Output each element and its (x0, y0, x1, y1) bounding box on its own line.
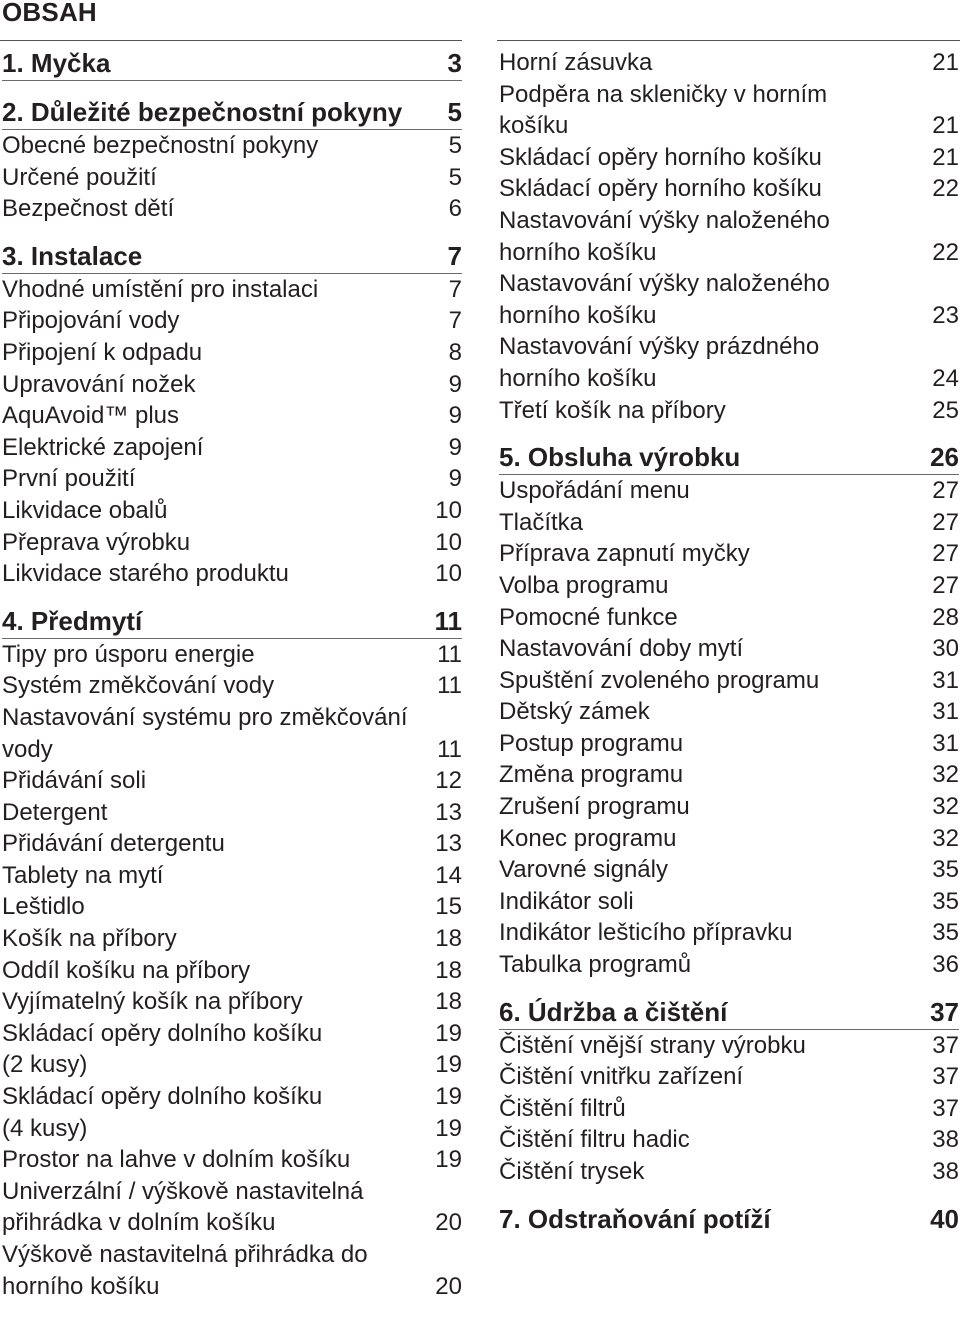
toc-page-number: 3 (447, 48, 462, 78)
toc-entry[interactable] (499, 142, 959, 174)
toc-entry-title: Výškově nastavitelná přihrádka do horního košíku (2, 1241, 368, 1300)
toc-entry[interactable] (2, 1081, 462, 1113)
toc-entry-title: 4. Předmytí (2, 605, 143, 636)
toc-page-number: 37 (932, 1031, 959, 1059)
toc-entry-title: Likvidace obalů (2, 496, 168, 524)
toc-entry-title: AquAvoid™ plus (2, 402, 179, 430)
toc-entry[interactable] (2, 337, 462, 369)
toc-page-number: 32 (932, 793, 959, 821)
toc-entry[interactable] (2, 1239, 462, 1302)
toc-entry[interactable] (2, 162, 462, 194)
toc-entry-title: Leštidlo (2, 893, 85, 921)
toc-entry[interactable] (499, 949, 959, 981)
toc-entry[interactable] (499, 665, 959, 697)
toc-page-number: 8 (448, 338, 462, 366)
toc-entry[interactable] (2, 702, 462, 765)
toc-entry-title: Nastavování doby mytí (499, 635, 744, 663)
toc-entry[interactable] (2, 639, 462, 671)
toc-entry[interactable] (499, 886, 959, 918)
toc-page-number: 11 (437, 640, 462, 668)
toc-entry-title: Tabulka programů (499, 951, 692, 979)
toc-entry[interactable] (2, 955, 462, 987)
toc-entry-title: Elektrické zapojení (2, 433, 204, 461)
toc-entry-title: Vhodné umístění pro instalaci (2, 275, 319, 303)
toc-entry-title: Skládací opěry horního košíku (499, 175, 822, 203)
toc-entry[interactable] (2, 1018, 462, 1050)
toc-entry[interactable] (499, 205, 959, 268)
toc-entry-title: Nastavování výšky naloženého horního košíku (499, 270, 830, 329)
toc-entry[interactable] (499, 570, 959, 602)
toc-page-number: 31 (932, 698, 959, 726)
toc-page-number: 19 (435, 1146, 462, 1174)
toc-entry-title: Volba programu (499, 571, 669, 599)
toc-entry[interactable] (2, 274, 462, 306)
toc-entry-title: Detergent (2, 798, 108, 826)
toc-entry[interactable] (499, 268, 959, 331)
toc-page-number: 21 (932, 49, 959, 76)
toc-entry[interactable] (499, 854, 959, 886)
toc-entry-title: Konec programu (499, 824, 677, 852)
toc-entry[interactable] (499, 331, 959, 394)
toc-page-number: 38 (932, 1158, 959, 1185)
toc-entry-title: (2 kusy) (2, 1051, 88, 1079)
toc-page-number: 22 (932, 175, 959, 203)
toc-page-number: 40 (930, 1203, 959, 1234)
toc-entry-title: Čištění vnitřku zařízení (499, 1063, 744, 1091)
toc-page-number: 10 (435, 560, 462, 588)
toc-entry-title: Třetí košík na příbory (499, 396, 726, 424)
toc-entry-title: Košík na příbory (2, 925, 177, 953)
toc-entry[interactable] (2, 923, 462, 955)
toc-page-number: 13 (435, 830, 462, 858)
toc-entry[interactable] (2, 828, 462, 860)
toc-entry-title: 6. Údržba a čištění (499, 996, 728, 1027)
toc-entry-title: (4 kusy) (2, 1114, 88, 1142)
toc-page-number: 36 (932, 951, 959, 979)
toc-page-number: 15 (435, 893, 462, 921)
toc-entry-title: Skládací opěry horního košíku (499, 143, 822, 171)
toc-entry-title: Příprava zapnutí myčky (499, 540, 750, 568)
toc-entry-title: Pomocné funkce (499, 603, 678, 631)
toc-entry-title: Vyjímatelný košík na příbory (2, 988, 303, 1016)
toc-entry-title: Připojování vody (2, 307, 180, 335)
toc-entry-title: Obecné bezpečnostní pokyny (2, 132, 319, 159)
toc-entry[interactable] (499, 728, 959, 760)
toc-entry[interactable] (2, 986, 462, 1018)
toc-page-number: 20 (435, 1272, 462, 1300)
toc-page-number: 11 (437, 672, 462, 700)
toc-entry-title: Nastavování výšky naloženého horního košíku (499, 206, 830, 266)
toc-entry[interactable] (2, 193, 462, 225)
toc-entry[interactable] (499, 602, 959, 634)
toc-section-heading[interactable] (2, 240, 462, 274)
toc-entry-title: 7. Odstraňování potíží (499, 1203, 771, 1234)
toc-entry[interactable] (2, 369, 462, 401)
toc-entry-title: 1. Myčka (2, 48, 111, 78)
toc-entry[interactable] (2, 1176, 462, 1239)
toc-entry-title: Přidávání soli (2, 767, 147, 795)
toc-entry-title: Nastavování systému pro změkčování vody (2, 703, 408, 763)
toc-page-number: 7 (448, 307, 462, 335)
toc-entry-title: Bezpečnost dětí (2, 195, 175, 223)
toc-entry[interactable] (2, 495, 462, 527)
toc-page-number: 38 (932, 1126, 959, 1154)
toc-entry-title: Likvidace starého produktu (2, 560, 289, 588)
toc-page-number: 24 (932, 364, 959, 392)
toc-entry-title: Uspořádání menu (499, 477, 690, 505)
toc-entry[interactable] (2, 558, 462, 590)
toc-page-number: 22 (932, 238, 959, 266)
toc-entry[interactable] (2, 400, 462, 432)
toc-entry-title: Čištění filtru hadic (499, 1126, 690, 1154)
toc-page-number: 9 (448, 465, 462, 493)
toc-entry-title: Indikátor soli (499, 887, 634, 915)
toc-entry-title: Skládací opěry dolního košíku (2, 1083, 323, 1111)
toc-entry-title: 5. Obsluha výrobku (499, 442, 741, 473)
toc-page-number: 9 (448, 433, 462, 461)
toc-entry-title: Univerzální / výškově nastavitelná přihrádka v dolním košíku (2, 1177, 364, 1237)
toc-entry[interactable] (2, 670, 462, 702)
toc-page-number: 26 (930, 442, 959, 473)
toc-entry[interactable] (2, 891, 462, 923)
toc-entry[interactable] (499, 395, 959, 427)
toc-entry-title: Indikátor lešticího přípravku (499, 919, 793, 947)
toc-entry[interactable] (2, 463, 462, 495)
toc-right-column (499, 47, 959, 1236)
toc-entry-title: 3. Instalace (2, 240, 143, 271)
toc-page-number: 37 (932, 1094, 959, 1122)
toc-entry-title: 2. Důležité bezpečnostní pokyny (2, 97, 403, 127)
toc-entry[interactable] (499, 538, 959, 570)
toc-entry[interactable] (499, 759, 959, 791)
toc-entry-title: Změna programu (499, 761, 684, 789)
toc-page-number: 9 (448, 370, 462, 398)
toc-page-number: 37 (930, 996, 959, 1027)
toc-page-number: 14 (435, 861, 462, 889)
toc-page-number: 35 (932, 919, 959, 947)
toc-section-heading[interactable] (499, 1203, 959, 1236)
toc-entry-title: Upravování nožek (2, 370, 196, 398)
toc-page-number: 5 (448, 132, 462, 159)
toc-page-number: 18 (435, 925, 462, 953)
toc-page-number: 13 (435, 798, 462, 826)
toc-entry[interactable] (499, 917, 959, 949)
toc-entry[interactable] (2, 1113, 462, 1145)
toc-entry-title: Čištění filtrů (499, 1094, 626, 1122)
toc-page-number: 11 (437, 735, 462, 763)
toc-page-number: 18 (435, 988, 462, 1016)
toc-entry-title: Dětský zámek (499, 698, 650, 726)
title-rule-right (497, 40, 960, 41)
toc-entry-title: Připojení k odpadu (2, 338, 203, 366)
toc-entry[interactable] (2, 797, 462, 829)
toc-entry-title: Tlačítka (499, 508, 584, 536)
toc-page-number: 31 (932, 729, 959, 757)
toc-page-number: 19 (435, 1051, 462, 1079)
title-rule-left (0, 40, 462, 41)
toc-entry-title: Tipy pro úsporu energie (2, 640, 255, 668)
toc-page-number: 21 (932, 112, 959, 140)
toc-page-number: 31 (932, 666, 959, 694)
toc-section-heading[interactable] (499, 441, 959, 475)
toc-entry-title: Horní zásuvka (499, 49, 653, 76)
toc-entry-title: Tablety na mytí (2, 861, 164, 889)
toc-page-number: 30 (932, 635, 959, 663)
toc-page-number: 32 (932, 824, 959, 852)
toc-page-number: 19 (435, 1114, 462, 1142)
toc-section-heading[interactable] (2, 96, 462, 130)
toc-entry-title: První použití (2, 465, 136, 493)
toc-page-number: 35 (932, 887, 959, 915)
toc-entry[interactable] (2, 432, 462, 464)
toc-entry[interactable] (2, 765, 462, 797)
toc-left-column (2, 47, 462, 1302)
toc-section-heading[interactable] (2, 605, 462, 639)
toc-entry-title: Přidávání detergentu (2, 830, 225, 858)
toc-page-number: 28 (932, 603, 959, 631)
toc-entry[interactable] (499, 1093, 959, 1125)
toc-entry-title: Varovné signály (499, 856, 668, 884)
toc-page-number: 11 (434, 605, 462, 636)
toc-entry[interactable] (2, 305, 462, 337)
toc-page-number: 37 (932, 1063, 959, 1091)
toc-entry[interactable] (499, 1061, 959, 1093)
toc-page-number: 35 (932, 856, 959, 884)
toc-page-number: 23 (932, 301, 959, 329)
toc-page-number: 10 (435, 496, 462, 524)
toc-entry-title: Oddíl košíku na příbory (2, 956, 251, 984)
toc-entry[interactable] (499, 696, 959, 728)
toc-page-number: 18 (435, 956, 462, 984)
toc-entry[interactable] (2, 860, 462, 892)
toc-page-number: 7 (448, 275, 462, 303)
toc-entry[interactable] (499, 173, 959, 205)
toc-page-number: 27 (932, 508, 959, 536)
toc-entry-title: Prostor na lahve v dolním košíku (2, 1146, 351, 1174)
toc-page-number: 32 (932, 761, 959, 789)
toc-entry[interactable] (2, 1144, 462, 1176)
toc-page-number: 5 (447, 97, 462, 127)
toc-entry[interactable] (2, 1049, 462, 1081)
toc-entry-title: Přeprava výrobku (2, 528, 191, 556)
toc-section-heading[interactable] (2, 47, 462, 81)
toc-page-number: 12 (435, 767, 462, 795)
toc-entry-title: Zrušení programu (499, 793, 690, 821)
toc-entry[interactable] (2, 130, 462, 162)
toc-entry[interactable] (499, 823, 959, 855)
toc-page-number: 27 (932, 571, 959, 599)
toc-entry[interactable] (499, 1124, 959, 1156)
toc-page-number: 6 (448, 195, 462, 223)
toc-entry-title: Systém změkčování vody (2, 672, 275, 700)
toc-page-number: 5 (448, 163, 462, 191)
toc-page-number: 9 (448, 402, 462, 430)
toc-entry[interactable] (499, 633, 959, 665)
toc-page-number: 20 (435, 1209, 462, 1237)
toc-entry[interactable] (499, 47, 959, 79)
toc-entry[interactable] (499, 1156, 959, 1188)
page-title: OBSAH (2, 0, 97, 27)
toc-section-heading[interactable] (499, 996, 959, 1030)
toc-page-number: 27 (932, 477, 959, 505)
toc-entry-title: Postup programu (499, 729, 684, 757)
toc-entry-title: Nastavování výšky prázdného horního košíku (499, 333, 820, 392)
toc-entry-title: Čištění vnější strany výrobku (499, 1031, 806, 1059)
toc-page-number: 27 (932, 540, 959, 568)
toc-entry[interactable] (499, 79, 959, 142)
toc-page-number: 7 (447, 240, 462, 271)
toc-page-number: 19 (435, 1019, 462, 1047)
toc-entry-title: Čištění trysek (499, 1158, 645, 1185)
toc-page-number: 10 (435, 528, 462, 556)
toc-entry[interactable] (499, 507, 959, 539)
toc-entry-title: Spuštění zvoleného programu (499, 666, 820, 694)
toc-entry[interactable] (499, 791, 959, 823)
toc-entry-title: Podpěra na skleničky v horním košíku (499, 80, 828, 140)
toc-entry[interactable] (499, 1030, 959, 1062)
toc-page-number: 19 (435, 1083, 462, 1111)
toc-page-number: 25 (932, 396, 959, 424)
toc-page-number: 21 (932, 143, 959, 171)
toc-entry[interactable] (499, 475, 959, 507)
toc-entry-title: Určené použití (2, 163, 157, 191)
toc-entry[interactable] (2, 527, 462, 559)
toc-entry-title: Skládací opěry dolního košíku (2, 1019, 323, 1047)
